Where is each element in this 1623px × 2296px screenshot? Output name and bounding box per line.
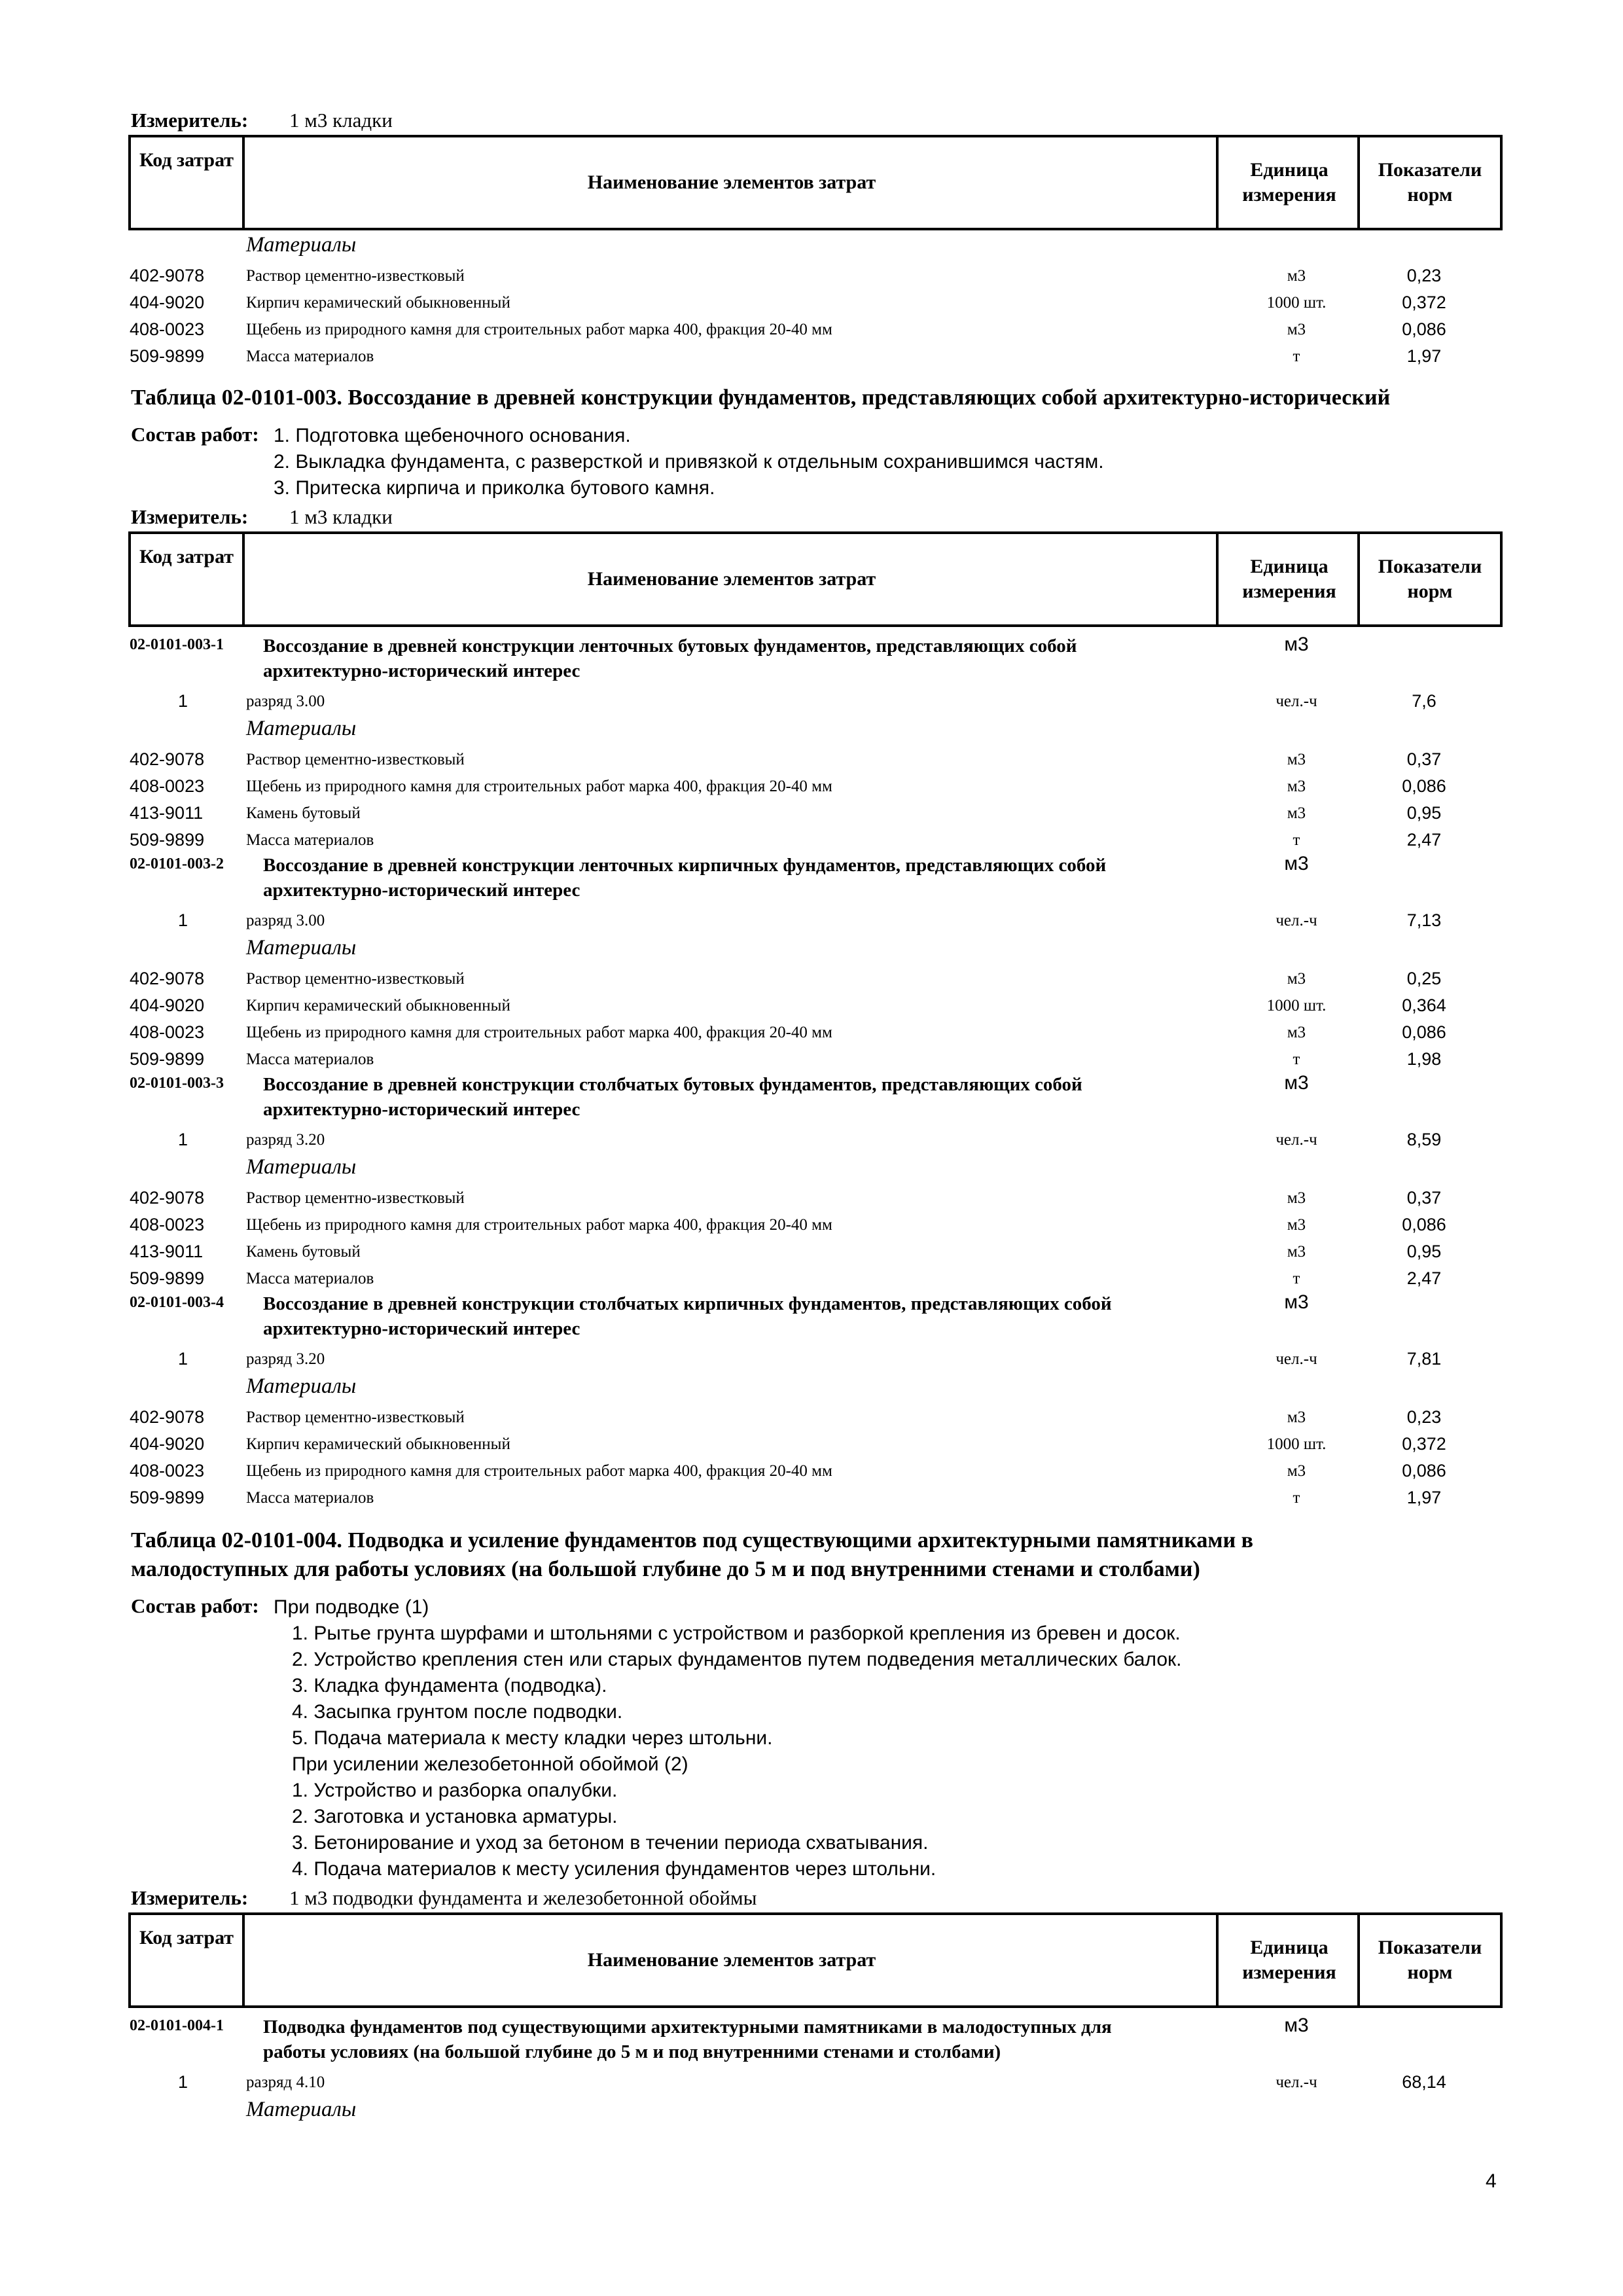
table-row: 413-9011 Камень бутовый м3 0,95 bbox=[130, 803, 1442, 823]
table-row: 404-9020 Кирпич керамический обыкновенный 1000 шт. 0,372 bbox=[130, 1434, 1446, 1454]
item-unit: м3 bbox=[1284, 2015, 1309, 2036]
labor-row: 1 разряд 3.20 чел.-ч 8,59 bbox=[178, 1130, 1442, 1149]
table-row: 509-9899 Масса материалов т 2,47 bbox=[130, 830, 1442, 850]
work-step: 2. Выкладка фундамента, с разверсткой и привязкой к отдельным сохранившимся частям. bbox=[274, 451, 1104, 473]
table-row: 402-9078 Раствор цементно-известковый м3 0,23 bbox=[130, 1407, 1442, 1427]
item-name: Воссоздание в древней конструкции ленточных бутовых фундаментов, представляющих собой архитектурно-исторический интерес bbox=[263, 636, 1077, 681]
header-name: Наименование элементов затрат bbox=[242, 534, 1219, 624]
header-norm: Показатели норм bbox=[1357, 534, 1500, 624]
materials-label: Материалы bbox=[246, 717, 357, 740]
composition-label: Состав работ: bbox=[131, 423, 259, 446]
measurer-line bbox=[128, 501, 1503, 531]
item-code: 02-0101-003-4 bbox=[130, 1294, 224, 1311]
labor-row: 1 разряд 3.00 чел.-ч 7,13 bbox=[178, 910, 1442, 930]
table-row: 402-9078 Раствор цементно-известковый м3 0,25 bbox=[130, 969, 1442, 988]
materials-label: Материалы bbox=[246, 233, 357, 257]
norm-item bbox=[128, 1072, 1503, 1126]
table-row: 408-0023 Щебень из природного камня для строительных работ марка 400, фракция 20-40 мм м3 0,086 bbox=[130, 1461, 1446, 1480]
work-step: 1. Рытье грунта шурфами и штольнями с устройством и разборкой крепления из бревен и досок. bbox=[292, 1623, 1181, 1644]
work-step: 2. Устройство крепления стен или старых фундаментов путем подведения металлических балок. bbox=[292, 1649, 1182, 1670]
work-group: При усилении железобетонной обоймой (2) bbox=[292, 1753, 688, 1775]
item-name: Подводка фундаментов под существующими архитектурными памятниками в малодоступных для работы условиях (на большой глубине до 5 м и под внутренними стенами и столбами) bbox=[263, 2017, 1112, 2062]
table-header bbox=[128, 531, 1503, 627]
measurer-value: 1 м3 кладки bbox=[289, 505, 393, 528]
header-code: Код затрат bbox=[139, 149, 234, 171]
measurer-line bbox=[128, 105, 1503, 135]
item-code: 02-0101-003-2 bbox=[130, 855, 224, 872]
materials-label: Материалы bbox=[246, 1374, 357, 1398]
work-step: 4. Подача материалов к месту усиления фундаментов через штольни. bbox=[292, 1858, 936, 1880]
norm-item bbox=[128, 634, 1503, 687]
item-unit: м3 bbox=[1284, 1291, 1309, 1313]
work-step: 1. Устройство и разборка опалубки. bbox=[292, 1780, 618, 1801]
header-unit: Единица измерения bbox=[1216, 1915, 1360, 2005]
work-step: 3. Бетонирование и уход за бетоном в течении периода схватывания. bbox=[292, 1832, 929, 1854]
work-step: 5. Подача материала к месту кладки через штольни. bbox=[292, 1727, 773, 1749]
measurer-label: Измеритель: bbox=[131, 1886, 249, 1909]
item-name: Воссоздание в древней конструкции ленточных кирпичных фундаментов, представляющих собой архитектурно-исторический интерес bbox=[263, 855, 1107, 901]
header-name: Наименование элементов затрат bbox=[242, 1915, 1219, 2005]
item-code: 02-0101-003-1 bbox=[130, 636, 224, 653]
header-code: Код затрат bbox=[139, 546, 234, 567]
materials-label: Материалы bbox=[246, 936, 357, 960]
composition-label: Состав работ: bbox=[131, 1594, 259, 1617]
table-row: 408-0023 Щебень из природного камня для строительных работ марка 400, фракция 20-40 мм м3 0,086 bbox=[130, 776, 1446, 796]
labor-row: 1 разряд 3.00 чел.-ч 7,6 bbox=[178, 691, 1436, 711]
table-row: 404-9020 Кирпич керамический обыкновенный 1000 шт. 0,364 bbox=[130, 996, 1446, 1015]
work-group: При подводке (1) bbox=[274, 1596, 429, 1618]
page-number: 4 bbox=[1486, 2170, 1497, 2192]
table-003-title: Таблица 02-0101-003. Воссоздание в древней конструкции фундаментов, представляющих собой архитектурно-исторический bbox=[131, 386, 1391, 410]
item-code: 02-0101-004-1 bbox=[130, 2017, 224, 2034]
work-step: 3. Притеска кирпича и приколка бутового камня. bbox=[274, 477, 715, 499]
table-row: 413-9011 Камень бутовый м3 0,95 bbox=[130, 1242, 1442, 1261]
item-unit: м3 bbox=[1284, 853, 1309, 874]
norm-item bbox=[128, 853, 1503, 906]
measurer-value: 1 м3 подводки фундамента и железобетонной обоймы bbox=[289, 1886, 757, 1909]
table-row: 509-9899 Масса материалов т 1,98 bbox=[130, 1049, 1442, 1069]
table-row: 402-9078 Раствор цементно-известковый м3 0,23 bbox=[130, 266, 1442, 285]
header-name: Наименование элементов затрат bbox=[242, 137, 1219, 228]
work-composition bbox=[128, 1594, 1503, 1882]
header-norm: Показатели норм bbox=[1357, 137, 1500, 228]
materials-label: Материалы bbox=[246, 2098, 357, 2121]
measurer-value: 1 м3 кладки bbox=[289, 109, 393, 132]
work-step: 1. Подготовка щебеночного основания. bbox=[274, 425, 631, 446]
table-004-title: Таблица 02-0101-004. Подводка и усиление фундаментов под существующими архитектурными памятниками в малодоступных для работы условиях (на большой глубине до 5 м и под внутренними стенами и столбами) bbox=[131, 1528, 1254, 1581]
table-header bbox=[128, 1912, 1503, 2008]
document-page bbox=[128, 105, 1503, 2126]
labor-row: 1 разряд 4.10 чел.-ч 68,14 bbox=[178, 2072, 1446, 2092]
materials-label: Материалы bbox=[246, 1155, 357, 1179]
table-row: 408-0023 Щебень из природного камня для строительных работ марка 400, фракция 20-40 мм м3 0,086 bbox=[130, 319, 1446, 339]
header-code: Код затрат bbox=[139, 1927, 234, 1948]
table-row: 404-9020 Кирпич керамический обыкновенный 1000 шт. 0,372 bbox=[130, 293, 1446, 312]
table-row: 509-9899 Масса материалов т 1,97 bbox=[130, 346, 1442, 366]
measurer-label: Измеритель: bbox=[131, 505, 249, 528]
header-unit: Единица измерения bbox=[1216, 137, 1360, 228]
item-code: 02-0101-003-3 bbox=[130, 1075, 224, 1092]
norm-item bbox=[128, 1291, 1503, 1345]
work-step: 3. Кладка фундамента (подводка). bbox=[292, 1675, 607, 1696]
table-row: 408-0023 Щебень из природного камня для строительных работ марка 400, фракция 20-40 мм м3 0,086 bbox=[130, 1215, 1446, 1234]
table-row: 509-9899 Масса материалов т 2,47 bbox=[130, 1268, 1442, 1288]
item-unit: м3 bbox=[1284, 1072, 1309, 1094]
work-composition bbox=[128, 423, 1503, 501]
item-unit: м3 bbox=[1284, 634, 1309, 655]
header-unit: Единица измерения bbox=[1216, 534, 1360, 624]
labor-row: 1 разряд 3.20 чел.-ч 7,81 bbox=[178, 1349, 1442, 1369]
table-row: 402-9078 Раствор цементно-известковый м3 0,37 bbox=[130, 1188, 1442, 1208]
table-header bbox=[128, 135, 1503, 230]
header-norm: Показатели норм bbox=[1357, 1915, 1500, 2005]
measurer-line bbox=[128, 1882, 1503, 1912]
table-row: 509-9899 Масса материалов т 1,97 bbox=[130, 1488, 1442, 1507]
norm-item bbox=[128, 2015, 1503, 2068]
item-name: Воссоздание в древней конструкции столбчатых кирпичных фундаментов, представляющих собой архитектурно-исторический интерес bbox=[263, 1293, 1112, 1339]
table-row: 408-0023 Щебень из природного камня для строительных работ марка 400, фракция 20-40 мм м3 0,086 bbox=[130, 1022, 1446, 1042]
table-row: 402-9078 Раствор цементно-известковый м3 0,37 bbox=[130, 749, 1442, 769]
work-step: 4. Засыпка грунтом после подводки. bbox=[292, 1701, 623, 1723]
measurer-label: Измеритель: bbox=[131, 109, 249, 132]
item-name: Воссоздание в древней конструкции столбчатых бутовых фундаментов, представляющих собой архитектурно-исторический интерес bbox=[263, 1074, 1082, 1120]
work-step: 2. Заготовка и установка арматуры. bbox=[292, 1806, 618, 1827]
